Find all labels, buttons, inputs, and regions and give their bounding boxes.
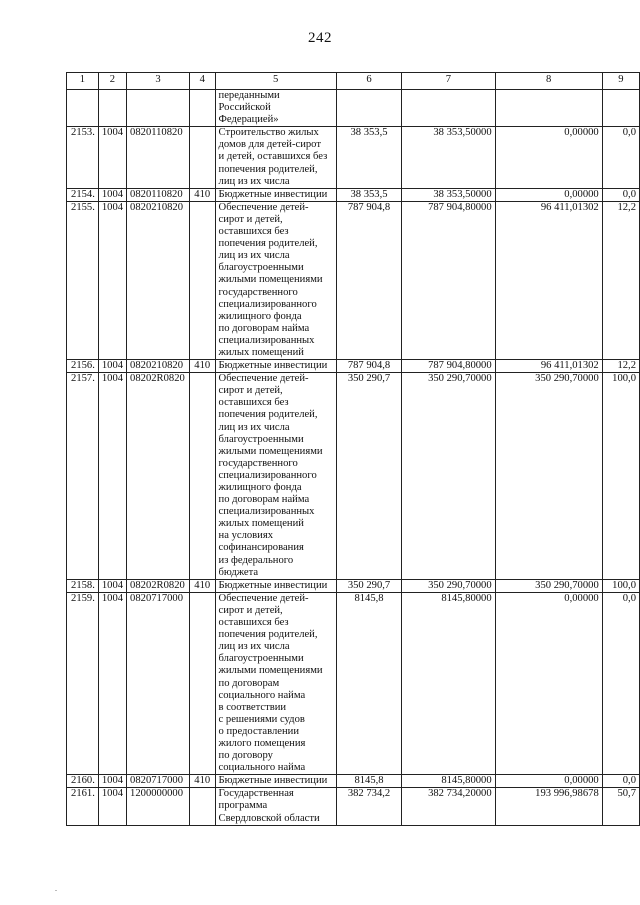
expense-type-code-cell: 410 [189,775,215,788]
expense-type-code-cell [189,201,215,359]
header-col-8: 8 [495,73,602,90]
item-name-cell [215,373,336,580]
item-name-line: специализированных [218,506,315,518]
item-name-line: благоустроенными [218,262,304,274]
item-name-line: специализированного [218,298,317,310]
item-name-line: с решениями судов [218,713,305,725]
executed-amount-cell: 0,00000 [495,775,602,788]
item-name-line: Бюджетные инвестиции [218,188,328,200]
item-name-line: жилищного фонда [218,482,302,493]
expense-type-code-cell: 410 [189,360,215,373]
row-number-cell [67,90,99,127]
item-name-line: оставшихся без [218,397,289,409]
item-name-line: Федерацией» [218,114,279,126]
item-name-line: лиц из их числа [218,175,290,187]
item-name-line: сирот и детей, [218,385,283,397]
target-article-code-cell: 0820717000 [127,592,190,774]
item-name-line: жилыми помещениями [218,274,323,286]
header-col-6: 6 [336,73,401,90]
section-code-cell: 1004 [98,775,126,788]
section-code-cell: 1004 [98,579,126,592]
item-name-cell [215,579,336,592]
row-number-cell: 2154. [67,188,99,201]
executed-amount-cell: 96 411,01302 [495,201,602,359]
item-name-line: Бюджетные инвестиции [218,360,328,372]
item-name-line: о предоставлении [218,725,299,737]
section-code-cell: 1004 [98,592,126,774]
refined-amount-cell: 787 904,80000 [402,360,495,373]
item-name-line: Российской [218,102,271,114]
refined-amount-cell: 350 290,70000 [402,579,495,592]
table-row [67,592,640,774]
item-name-line: софинансирования [218,542,304,554]
target-article-code-cell: 0820210820 [127,201,190,359]
planned-amount-cell: 38 353,5 [336,127,401,188]
item-name-line: жилого помещения [218,737,306,749]
planned-amount-cell: 787 904,8 [336,360,401,373]
item-name-line: попечения родителей, [218,409,318,421]
item-name-line: жилищного фонда [218,310,302,322]
item-name-line: государственного [218,286,298,298]
item-name-line: сирот и детей, [218,213,283,225]
item-name-cell [215,360,336,373]
table-row [67,775,640,788]
target-article-code-cell [127,90,190,127]
executed-amount-cell: 0,00000 [495,592,602,774]
planned-amount-cell: 38 353,5 [336,188,401,201]
item-name-line: жилых помещений [218,346,304,358]
item-name-line: лиц из их числа [218,641,290,653]
refined-amount-cell: 350 290,70000 [402,373,495,580]
expense-type-code-cell [189,788,215,825]
execution-percent-cell: 0,0 [602,127,639,188]
target-article-code-cell: 0820110820 [127,188,190,201]
expense-type-code-cell: 410 [189,188,215,201]
row-number-cell: 2156. [67,360,99,373]
planned-amount-cell: 787 904,8 [336,201,401,359]
item-name-line: благоустроенными [218,653,304,665]
item-name-line: попечения родителей, [218,238,318,250]
table-body [67,90,640,826]
expense-type-code-cell: 410 [189,579,215,592]
item-name-line: Государственная [218,788,294,800]
planned-amount-cell [336,90,401,127]
executed-amount-cell: 350 290,70000 [495,579,602,592]
refined-amount-cell: 382 734,20000 [402,788,495,825]
item-name-line: Свердловской области [218,812,320,824]
item-name-cell [215,201,336,359]
target-article-code-cell: 0820110820 [127,127,190,188]
table-row [67,201,640,359]
item-name-line: в соответствии [218,701,287,713]
refined-amount-cell [402,90,495,127]
executed-amount-cell: 0,00000 [495,127,602,188]
section-code-cell [98,90,126,127]
refined-amount-cell: 8145,80000 [402,592,495,774]
section-code-cell: 1004 [98,373,126,580]
expense-type-code-cell [189,373,215,580]
budget-table [66,72,640,826]
item-name-cell [215,90,336,127]
header-row [67,73,640,90]
execution-percent-cell: 0,0 [602,188,639,201]
row-number-cell: 2158. [67,579,99,592]
item-name-line: специализированного [218,469,317,481]
item-name-line: по договорам найма [218,322,310,334]
item-name-line: программа [218,800,268,812]
header-col-9: 9 [602,73,639,90]
header-col-3: 3 [127,73,190,90]
section-code-cell: 1004 [98,360,126,373]
target-article-code-cell: 08202R0820 [127,579,190,592]
item-name-line: социального найма [218,762,306,774]
row-number-cell: 2159. [67,592,99,774]
item-name-line: Строительство жилых [218,127,319,139]
item-name-cell [215,188,336,201]
header-col-2: 2 [98,73,126,90]
item-name-line: по договору [218,750,273,762]
table-row [67,90,640,127]
item-name-cell [215,592,336,774]
table-row [67,360,640,373]
planned-amount-cell: 382 734,2 [336,788,401,825]
item-name-cell [215,788,336,825]
item-name-line: на условиях [218,530,273,542]
item-name-line: Обеспечение детей- [218,373,309,385]
item-name-line: сирот и детей, [218,604,283,616]
scan-speck [55,890,57,891]
item-name-line: социального найма [218,689,306,701]
item-name-line: государственного [218,457,298,469]
item-name-line: жилыми помещениями [218,445,323,457]
planned-amount-cell: 8145,8 [336,592,401,774]
header-col-1: 1 [67,73,99,90]
refined-amount-cell: 38 353,50000 [402,188,495,201]
item-name-line: специализированных [218,334,315,346]
header-col-7: 7 [402,73,495,90]
table-row [67,127,640,188]
row-number-cell: 2155. [67,201,99,359]
execution-percent-cell: 100,0 [602,373,639,580]
planned-amount-cell: 350 290,7 [336,579,401,592]
section-code-cell: 1004 [98,127,126,188]
executed-amount-cell: 96 411,01302 [495,360,602,373]
item-name-line: лиц из их числа [218,250,290,262]
table-row [67,373,640,580]
target-article-code-cell: 0820210820 [127,360,190,373]
item-name-line: жилых помещений [218,518,304,530]
section-code-cell: 1004 [98,788,126,825]
item-name-line: жилыми помещениями [218,665,323,677]
execution-percent-cell [602,90,639,127]
executed-amount-cell: 193 996,98678 [495,788,602,825]
execution-percent-cell: 12,2 [602,201,639,359]
item-name-line: и детей, оставшихся без [218,151,328,163]
refined-amount-cell: 8145,80000 [402,775,495,788]
target-article-code-cell: 08202R0820 [127,373,190,580]
item-name-line: лиц из их числа [218,421,290,433]
item-name-line: по договорам найма [218,494,310,506]
expense-type-code-cell [189,127,215,188]
item-name-line: благоустроенными [218,433,304,445]
header-col-5: 5 [215,73,336,90]
row-number-cell: 2160. [67,775,99,788]
item-name-line: домов для детей-сирот [218,139,321,151]
item-name-line: Бюджетные инвестиции [218,775,328,787]
expense-type-code-cell [189,90,215,127]
planned-amount-cell: 350 290,7 [336,373,401,580]
item-name-line: по договорам [218,677,280,689]
item-name-line: Обеспечение детей- [218,201,309,213]
item-name-cell [215,775,336,788]
table-row [67,579,640,592]
row-number-cell: 2153. [67,127,99,188]
executed-amount-cell [495,90,602,127]
item-name-line: оставшихся без [218,617,289,629]
section-code-cell: 1004 [98,201,126,359]
executed-amount-cell: 350 290,70000 [495,373,602,580]
target-article-code-cell: 1200000000 [127,788,190,825]
section-code-cell: 1004 [98,188,126,201]
refined-amount-cell: 787 904,80000 [402,201,495,359]
page-number: 242 [308,30,332,46]
execution-percent-cell: 0,0 [602,775,639,788]
item-name-line: из федерального [218,554,294,566]
header-col-4: 4 [189,73,215,90]
execution-percent-cell: 0,0 [602,592,639,774]
item-name-line: Обеспечение детей- [218,592,309,604]
table-row [67,188,640,201]
expense-type-code-cell [189,592,215,774]
row-number-cell: 2157. [67,373,99,580]
execution-percent-cell: 12,2 [602,360,639,373]
refined-amount-cell: 38 353,50000 [402,127,495,188]
table-row [67,788,640,825]
item-name-line: попечения родителей, [218,163,318,175]
planned-amount-cell: 8145,8 [336,775,401,788]
target-article-code-cell: 0820717000 [127,775,190,788]
item-name-line: бюджета [218,566,259,578]
item-name-line: попечения родителей, [218,629,318,641]
item-name-line: Бюджетные инвестиции [218,579,328,591]
item-name-cell [215,127,336,188]
execution-percent-cell: 100,0 [602,579,639,592]
row-number-cell: 2161. [67,788,99,825]
item-name-line: оставшихся без [218,226,289,238]
execution-percent-cell: 50,7 [602,788,639,825]
item-name-line: переданными [218,90,280,101]
executed-amount-cell: 0,00000 [495,188,602,201]
